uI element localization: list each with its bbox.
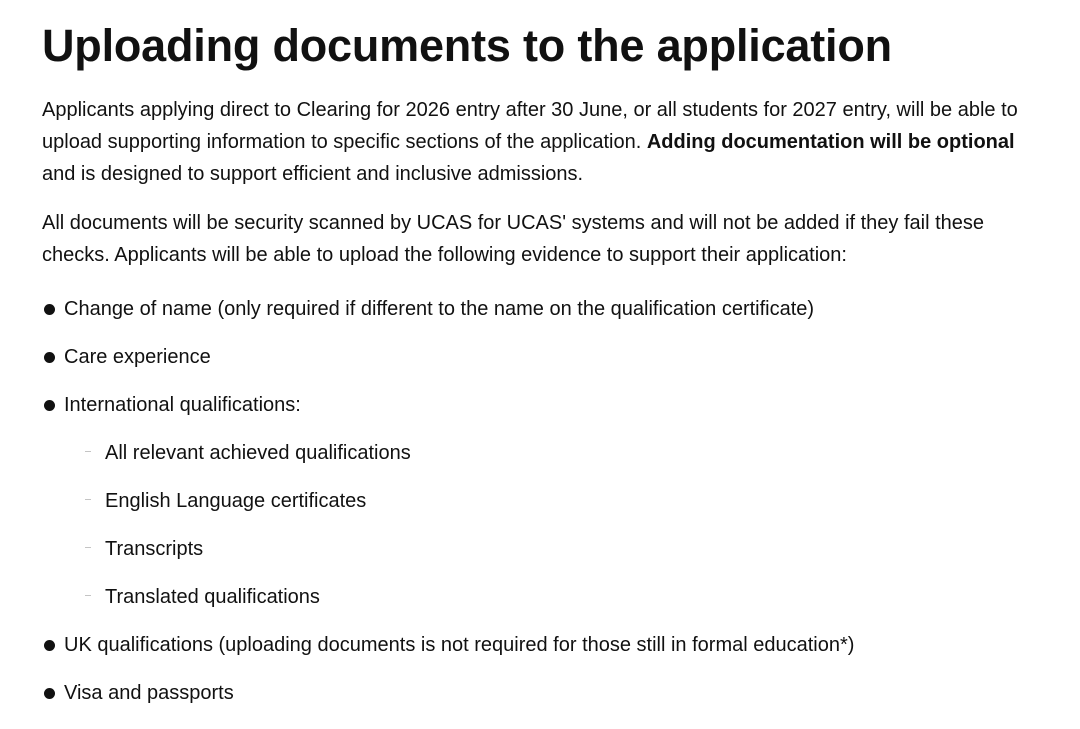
dash-icon [85, 547, 91, 548]
sub-list-item-label: Transcripts [105, 538, 204, 560]
list-item-label: Change of name (only required if different to the name on the qualification certificate) [64, 298, 815, 320]
bullet-icon [44, 640, 55, 651]
bullet-icon [44, 304, 55, 315]
list-item [42, 389, 1048, 613]
bullet-icon [44, 352, 55, 363]
intro-text-end: and is designed to support efficient and inclusive admissions. [42, 163, 584, 185]
international-sublist [64, 437, 1048, 613]
sub-list-item-label: English Language certificates [105, 490, 367, 512]
sub-list-item [64, 533, 1048, 565]
intro-emphasis: Adding documentation will be optional [646, 131, 1015, 153]
sub-list-item [64, 437, 1048, 469]
intro-text: Applicants applying direct to Clearing for 2026 entry after 30 June, or all students for 2027 entry, will be able to upload supporting information to specific sections of the application. [42, 99, 1018, 153]
list-item-label: International qualifications: [64, 394, 301, 416]
list-item [42, 677, 1048, 709]
bullet-icon [44, 400, 55, 411]
sub-list-item-label: Translated qualifications [105, 586, 320, 608]
list-item-label: Care experience [64, 346, 211, 368]
page-title: Uploading documents to the application [42, 20, 892, 71]
list-item [42, 341, 1048, 373]
dash-icon [85, 451, 91, 452]
security-paragraph: All documents will be security scanned by UCAS for UCAS' systems and will not be added if they fail these checks. Applicants will be able to upload the following evidence to support their application: [42, 212, 985, 266]
dash-icon [85, 595, 91, 596]
list-item-label: UK qualifications (uploading documents is not required for those still in formal education*) [64, 634, 855, 656]
sub-list-item-label: All relevant achieved qualifications [105, 442, 411, 464]
intro-paragraph [42, 94, 1048, 190]
list-item-label: Visa and passports [64, 682, 234, 704]
sub-list-item [64, 485, 1048, 517]
evidence-list [42, 293, 1048, 709]
bullet-icon [44, 688, 55, 699]
dash-icon [85, 499, 91, 500]
list-item [42, 629, 1048, 661]
sub-list-item [64, 581, 1048, 613]
list-item [42, 293, 1048, 325]
